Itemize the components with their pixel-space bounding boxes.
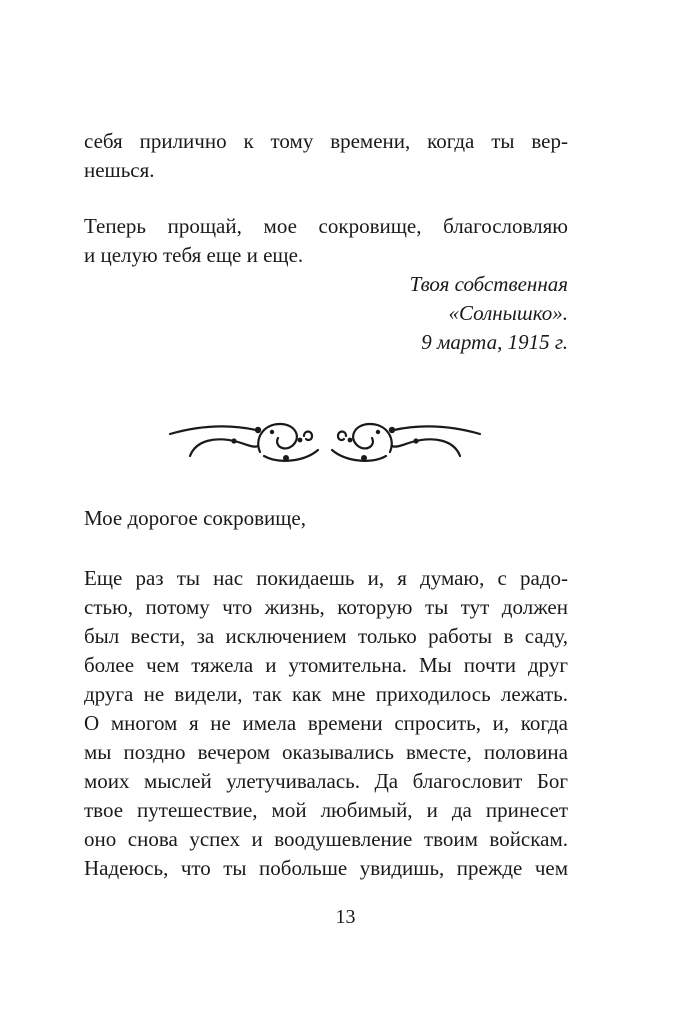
text-line: нешься. xyxy=(84,158,155,182)
text-line: Еще раз ты нас покидаешь и, я думаю, с радо- xyxy=(84,566,568,590)
text-line: мы поздно вечером оказывались вместе, половина xyxy=(84,740,568,764)
text-line: О многом я не имела времени спросить, и, когда xyxy=(84,711,568,735)
greeting-text: Мое дорогое сокровище, xyxy=(84,506,306,530)
text-line: друга не видели, так как мне приходилось лежать. xyxy=(84,682,568,706)
text-line: был вести, за исключением только работы в саду, xyxy=(84,624,568,648)
text-line: и целую тебя еще и еще. xyxy=(84,243,304,267)
text-line: Теперь прощай, мое сокровище, благословляю xyxy=(84,214,568,238)
text-line: оно снова успех и воодушевление твоим войскам. xyxy=(84,827,568,851)
paragraph-continuation xyxy=(84,127,568,185)
signature-line: «Солнышко». xyxy=(448,301,568,325)
text-line: моих мыслей улетучивалась. Да благословит Бог xyxy=(84,769,568,793)
signature-line: Твоя собственная xyxy=(409,272,568,296)
text-line: твое путешествие, мой любимый, и да принесет xyxy=(84,798,568,822)
signature-block xyxy=(168,270,568,357)
paragraph-main xyxy=(84,564,568,883)
text-line: Надеюсь, что ты побольше увидишь, прежде чем xyxy=(84,856,568,880)
decorative-flourish-icon xyxy=(168,412,482,468)
text-line: себя прилично к тому времени, когда ты вер- xyxy=(84,129,568,153)
text-line: стью, потому что жизнь, которую ты тут должен xyxy=(84,595,568,619)
signature-date: 9 марта, 1915 г. xyxy=(421,330,568,354)
paragraph-farewell xyxy=(84,212,568,270)
letter-greeting xyxy=(84,504,568,533)
text-line: более чем тяжела и утомительна. Мы почти друг xyxy=(84,653,568,677)
page-number: 13 xyxy=(335,906,356,928)
